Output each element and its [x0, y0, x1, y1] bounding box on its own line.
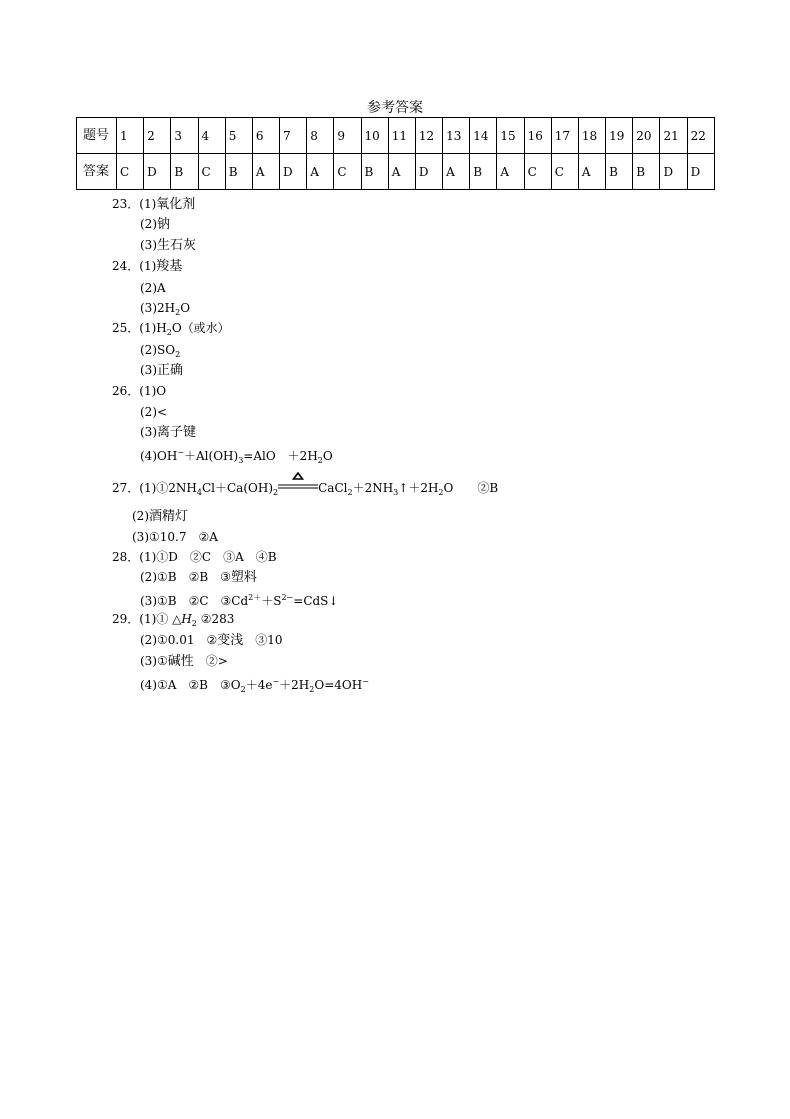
answer-table: [76, 117, 715, 190]
answer-cell: B: [361, 154, 388, 190]
q26-part3: (3)离子键: [140, 425, 197, 440]
question-number-cell: 22: [687, 118, 714, 154]
question-number-cell: 17: [551, 118, 578, 154]
answer-cell: B: [606, 154, 633, 190]
q24-part1: 24．(1)羧基: [112, 259, 183, 274]
question-number: 25．: [112, 321, 140, 335]
q25-part1: 25．$(1)H_2O$（或水）: [112, 321, 230, 337]
answer-cell: A: [307, 154, 334, 190]
question-number-cell: 8: [307, 118, 334, 154]
question-number-cell: 18: [578, 118, 605, 154]
q25-part2: $(2)SO_2$: [140, 343, 181, 359]
q26-part4: $(4)OH^-+Al(OH)_3=AlO$ $+2H_2O$: [140, 448, 333, 465]
question-number-cell: 3: [171, 118, 198, 154]
q29-part2: (2)①0.01 ②变浅 ③10: [140, 633, 283, 648]
question-number: 23．: [112, 197, 140, 211]
question-number-cell: 19: [606, 118, 633, 154]
q26-part2: (2)<: [140, 405, 168, 419]
question-number-cell: 15: [497, 118, 524, 154]
q27-part3: (3)①10.7 ②A: [132, 530, 218, 544]
answer-cell: B: [225, 154, 252, 190]
question-number-cell: 6: [252, 118, 279, 154]
question-number-cell: 1: [117, 118, 144, 154]
q23-part2: (2)钠: [140, 217, 171, 232]
question-number-cell: 4: [198, 118, 225, 154]
question-number-cell: 21: [660, 118, 687, 154]
q29-part3: (3)①碱性 ②>: [140, 654, 228, 669]
question-number-cell: 12: [415, 118, 442, 154]
answer-cell: C: [524, 154, 551, 190]
q27-part1: 27．$(1)①2NH_4Cl+Ca(OH)_2$ $CaCl_2+2NH_3↑+2H_2O$ ②B: [112, 480, 498, 501]
question-number: 24．: [112, 259, 140, 273]
q28-part1: 28．(1)①D ②C ③A ④B: [112, 550, 277, 564]
answer-row: [77, 154, 715, 190]
answer-cell: A: [388, 154, 415, 190]
q25-part3: (3)正确: [140, 363, 184, 378]
q24-part2: (2)A: [140, 281, 166, 295]
q24-part3: $(3)2H_2O$: [140, 301, 191, 317]
answer-cell: B: [633, 154, 660, 190]
question-number: 28．: [112, 550, 140, 564]
answer-cell: C: [334, 154, 361, 190]
q28-part2: (2)①B ②B ③塑料: [140, 570, 257, 585]
answer-cell: C: [198, 154, 225, 190]
answer-cell: D: [280, 154, 307, 190]
question-number-row: [77, 118, 715, 154]
question-number-cell: 20: [633, 118, 660, 154]
question-number: 29．: [112, 612, 140, 626]
page-title: 参考答案: [367, 100, 423, 116]
answer-cell: A: [443, 154, 470, 190]
row-label-answer: 答案: [77, 154, 117, 190]
question-number-cell: 9: [334, 118, 361, 154]
answer-cell: C: [117, 154, 144, 190]
answer-cell: A: [578, 154, 605, 190]
q27-part2: (2)酒精灯: [132, 509, 189, 524]
q23-part3: (3)生石灰: [140, 238, 197, 253]
q29-part1: 29．(1)① $\triangle H_2$ ②283: [112, 612, 235, 628]
q28-part3: (3)①B ②C $③Cd^{2+}+S^{2-}=CdS↓$: [140, 593, 339, 608]
q29-part4: (4)①A ②B $③O_2+4e^-+2H_2O=4OH^-$: [140, 677, 369, 694]
question-number-cell: 2: [144, 118, 171, 154]
question-number: 27．: [112, 481, 140, 495]
question-number-cell: 13: [443, 118, 470, 154]
question-number-cell: 7: [280, 118, 307, 154]
question-number-cell: 16: [524, 118, 551, 154]
q26-part1: 26．(1)O: [112, 384, 167, 398]
question-number: 26．: [112, 384, 140, 398]
answer-cell: D: [687, 154, 714, 190]
answer-cell: C: [551, 154, 578, 190]
answer-cell: D: [144, 154, 171, 190]
question-number-cell: 5: [225, 118, 252, 154]
heating-condition-icon: [278, 482, 318, 494]
answer-cell: A: [497, 154, 524, 190]
q23-part1: 23．(1)氧化剂: [112, 197, 196, 212]
answer-cell: B: [171, 154, 198, 190]
answer-cell: B: [470, 154, 497, 190]
question-number-cell: 14: [470, 118, 497, 154]
row-label-number: 题号: [77, 118, 117, 154]
answer-cell: D: [415, 154, 442, 190]
question-number-cell: 10: [361, 118, 388, 154]
answer-cell: D: [660, 154, 687, 190]
question-number-cell: 11: [388, 118, 415, 154]
answer-cell: A: [252, 154, 279, 190]
